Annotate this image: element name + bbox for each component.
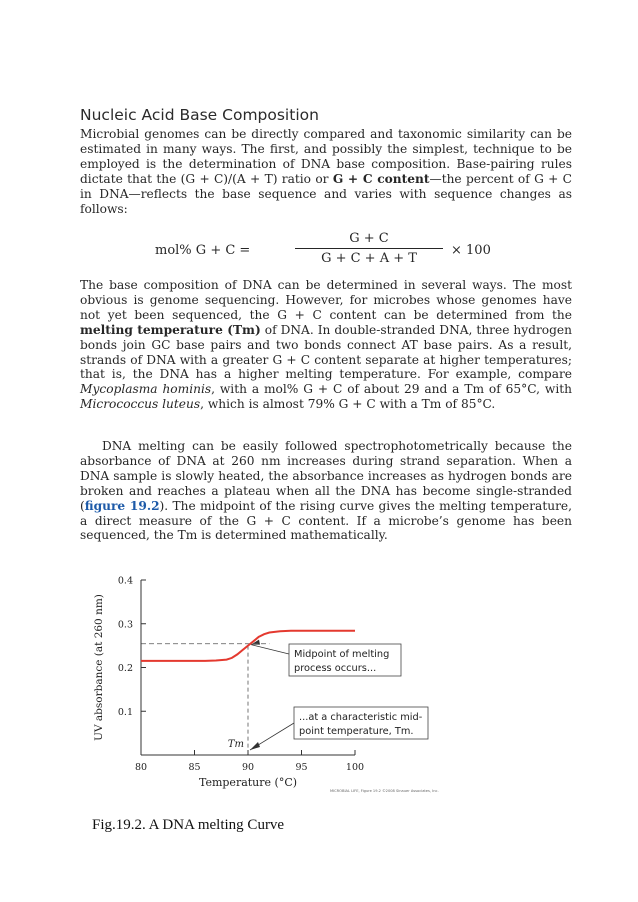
x-tick-label: 95 xyxy=(295,762,308,773)
arrow-to-midpoint xyxy=(251,645,289,654)
x-axis-label: Temperature (°C) xyxy=(198,776,298,789)
annotation-midpoint-line2: process occurs... xyxy=(294,663,377,674)
species-mycoplasma: Mycoplasma hominis xyxy=(80,382,212,397)
x-tick-label: 80 xyxy=(134,762,148,773)
x-tick-label: 90 xyxy=(241,762,255,773)
annotation-midpoint-line1: Midpoint of melting xyxy=(294,649,390,660)
annotation-tm xyxy=(294,707,428,739)
species-micrococcus: Micrococcus luteus xyxy=(80,397,201,412)
tm-label: Tm xyxy=(227,739,244,750)
y-tick-label: 0.1 xyxy=(117,706,133,718)
formula-lhs: mol% G + C = xyxy=(155,243,251,258)
x-tick-label: 100 xyxy=(345,762,365,773)
figure-caption: Fig.19.2. A DNA melting Curve xyxy=(92,817,285,833)
y-axis-label: UV absorbance (at 260 nm) xyxy=(93,594,105,741)
y-tick-label: 0.3 xyxy=(117,619,133,631)
paragraph-dna-melting: DNA melting can be easily followed spectrophotometrically because the absorbance of DNA at 260 nm increases during strand separation. When a DNA sample is slowly heated, the absorbance increases as hydrogen bonds are broken and reaches a plateau when all the DNA has become single-stranded (figure 19.2). The midpoint of the rising curve gives the melting temperature, a direct measure of the G + C content. If a microbe’s genome has been sequenced, the Tm is determined mathematically. xyxy=(80,439,572,543)
term-melting-temperature: melting temperature (Tm) xyxy=(80,322,261,337)
formula-denominator: G + C + A + T xyxy=(321,251,417,266)
annotation-midpoint xyxy=(289,644,401,676)
term-gc-content: G + C content xyxy=(332,171,430,186)
chart-svg xyxy=(88,570,458,800)
y-tick-label: 0.4 xyxy=(117,575,133,587)
annotation-tm-line2: point temperature, Tm. xyxy=(299,726,414,737)
paragraph-base-composition: Microbial genomes can be directly compared and taxonomic similarity can be estimated in many ways. The first, and possibly the simplest, technique to be employed is the determination of DNA base composition. Base-pairing rules dictate that the (G + C)/(A + T) ratio or G + C content—the percent of G + C in DNA—reflects the base sequence and varies with sequence changes as follows: xyxy=(80,127,572,216)
fraction-bar xyxy=(295,248,443,249)
formula-numerator: G + C xyxy=(349,231,389,246)
formula-rhs: × 100 xyxy=(451,243,491,258)
mol-percent-formula xyxy=(155,230,515,270)
figure-reference-link[interactable]: figure 19.2 xyxy=(84,498,160,513)
annotation-tm-line1: ...at a characteristic mid- xyxy=(299,712,423,723)
paragraph-melting-temperature: The base composition of DNA can be determined in several ways. The most obvious is genome sequencing. However, for microbes whose genomes have not yet been sequenced, the G + C content can be determined from the melting temperature (Tm) of DNA. In double-stranded DNA, three hydrogen bonds join GC base pairs and two bonds connect AT base pairs. As a result, strands of DNA with a greater G + C content separate at higher temperatures; that is, the DNA has a higher melting temperature. For example, compare Mycoplasma hominis, with a mol% G + C of about 29 and a Tm of 65°C, with Micrococcus luteus, which is almost 79% G + C with a Tm of 85°C. xyxy=(80,278,572,412)
dna-melting-chart xyxy=(88,570,458,800)
y-tick-label: 0.2 xyxy=(117,663,133,674)
formula-fraction xyxy=(295,230,443,267)
arrow-to-tm xyxy=(250,723,294,750)
section-title: Nucleic Acid Base Composition xyxy=(80,106,319,124)
x-tick-label: 85 xyxy=(188,762,201,773)
figure-credit: MICROBIAL LIFE, Figure 19.2 ©2008 Sinauer Associates, Inc. xyxy=(330,789,439,793)
